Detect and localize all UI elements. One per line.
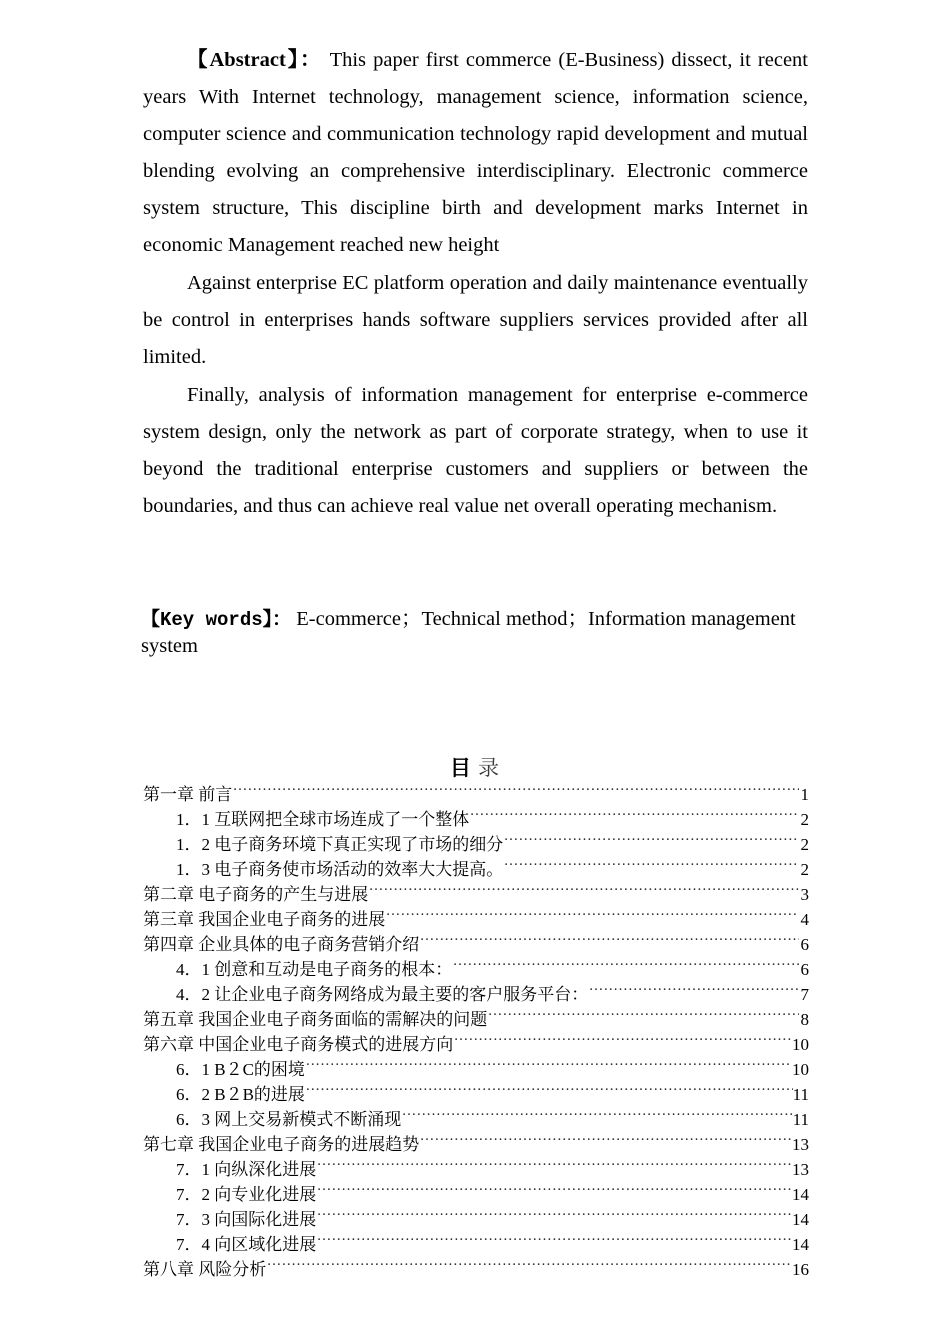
toc-entry-page-number: 4 xyxy=(800,910,809,929)
toc-entry-page-number: 7 xyxy=(800,985,809,1004)
toc-entry-page-number: 2 xyxy=(800,835,809,854)
toc-dot-leader xyxy=(317,1232,792,1250)
toc-entry[interactable] xyxy=(143,1257,809,1282)
toc-entry-label: 1．1 互联网把全球市场连成了一个整体 xyxy=(176,810,470,829)
toc-dot-leader xyxy=(386,907,799,925)
toc-entry-page-number: 3 xyxy=(800,885,809,904)
toc-entry-page-number: 6 xyxy=(800,960,809,979)
toc-heading xyxy=(0,756,950,781)
toc-dot-leader xyxy=(420,1132,792,1150)
toc-entry[interactable] xyxy=(143,1132,809,1157)
toc-entry[interactable] xyxy=(143,807,809,832)
toc-dot-leader xyxy=(233,782,799,800)
toc-entry-page-number: 16 xyxy=(792,1260,809,1279)
toc-entry-label: 7．4 向区域化进展 xyxy=(176,1235,317,1254)
toc-entry[interactable] xyxy=(143,1232,809,1257)
toc-entry-page-number: 2 xyxy=(800,810,809,829)
toc-entry[interactable] xyxy=(143,1057,809,1082)
toc-entry[interactable] xyxy=(143,857,809,882)
toc-entry[interactable] xyxy=(143,907,809,932)
toc-entry-page-number: 6 xyxy=(800,935,809,954)
toc-entry-label: 1．2 电子商务环境下真正实现了市场的细分 xyxy=(176,835,504,854)
table-of-contents xyxy=(143,782,809,1282)
toc-entry-label: 7．1 向纵深化进展 xyxy=(176,1160,317,1179)
toc-entry[interactable] xyxy=(143,882,809,907)
toc-dot-leader xyxy=(454,1032,792,1050)
toc-dot-leader xyxy=(317,1207,792,1225)
toc-entry-label: 6．3 网上交易新模式不断涌现 xyxy=(176,1110,402,1129)
toc-dot-leader xyxy=(504,832,799,850)
toc-dot-leader xyxy=(470,807,799,825)
toc-dot-leader xyxy=(317,1182,792,1200)
keywords-colon: ： xyxy=(272,609,292,630)
toc-entry-page-number: 14 xyxy=(792,1210,809,1229)
toc-entry[interactable] xyxy=(143,832,809,857)
toc-entry[interactable] xyxy=(143,1032,809,1057)
toc-entry-page-number: 13 xyxy=(792,1135,809,1154)
toc-dot-leader xyxy=(306,1057,792,1075)
toc-entry-page-number: 13 xyxy=(792,1160,809,1179)
keywords-value: E-commerce；Technical method；Information management system xyxy=(141,608,796,657)
toc-entry-label: 第四章 企业具体的电子商务营销介绍 xyxy=(143,935,420,954)
toc-dot-leader xyxy=(420,932,799,950)
toc-entry-label: 4．1 创意和互动是电子商务的根本： xyxy=(176,960,453,979)
toc-entry[interactable] xyxy=(143,957,809,982)
toc-entry-page-number: 1 xyxy=(800,785,809,804)
abstract-section xyxy=(143,42,808,525)
toc-dot-leader xyxy=(317,1157,792,1175)
toc-entry[interactable] xyxy=(143,932,809,957)
toc-dot-leader xyxy=(369,882,799,900)
toc-dot-leader xyxy=(306,1082,793,1100)
toc-entry-label: 7．2 向专业化进展 xyxy=(176,1185,317,1204)
toc-entry-page-number: 11 xyxy=(792,1085,809,1104)
toc-entry-page-number: 10 xyxy=(792,1060,809,1079)
toc-entry-label: 6．2 B２B的进展 xyxy=(176,1085,305,1104)
toc-dot-leader xyxy=(453,957,799,975)
abstract-paragraph-2: Against enterprise EC platform operation and daily maintenance eventually be control in enterprises hands software suppliers services provided after all limited. xyxy=(143,272,808,368)
toc-dot-leader xyxy=(488,1007,799,1025)
toc-entry[interactable] xyxy=(143,1182,809,1207)
toc-dot-leader xyxy=(402,1107,792,1125)
toc-dot-leader xyxy=(267,1257,792,1275)
toc-entry[interactable] xyxy=(143,1082,809,1107)
abstract-label: 【Abstract】 xyxy=(187,49,300,71)
toc-entry[interactable] xyxy=(143,982,809,1007)
toc-entry[interactable] xyxy=(143,1107,809,1132)
toc-entry-page-number: 14 xyxy=(792,1235,809,1254)
toc-entry-label: 第八章 风险分析 xyxy=(143,1260,267,1279)
abstract-paragraph-1-text: This paper first commerce (E-Business) dissect, it recent years With Internet technology, management science, information science, computer science and communication technology rapid development and mutual blending evolving an comprehensive interdisciplinary. Electronic commerce system structure, This discipline birth and development marks Internet in economic Management reached new height xyxy=(143,49,808,256)
toc-entry-page-number: 14 xyxy=(792,1185,809,1204)
toc-entry-label: 第三章 我国企业电子商务的进展 xyxy=(143,910,386,929)
abstract-colon: ： xyxy=(300,49,323,71)
toc-entry-label: 第五章 我国企业电子商务面临的需解决的问题 xyxy=(143,1010,488,1029)
toc-entry[interactable] xyxy=(143,782,809,807)
toc-entry-page-number: 11 xyxy=(792,1110,809,1129)
keywords-label: 【Key words】 xyxy=(141,609,273,631)
toc-entry[interactable] xyxy=(143,1207,809,1232)
toc-entry-label: 第六章 中国企业电子商务模式的进展方向 xyxy=(143,1035,454,1054)
toc-dot-leader xyxy=(589,982,799,1000)
toc-entry-label: 4．2 让企业电子商务网络成为最主要的客户服务平台： xyxy=(176,985,589,1004)
abstract-paragraph-3: Finally, analysis of information management for enterprise e-commerce system design, only the network as part of corporate strategy, when to use it beyond the traditional enterprise customers and suppliers or between the boundaries, and thus can achieve real value net overall operating mechanism. xyxy=(143,384,808,517)
toc-entry-label: 1．3 电子商务使市场活动的效率大大提高。 xyxy=(176,860,504,879)
toc-entry-label: 第一章 前言 xyxy=(143,785,233,804)
toc-entry-label: 7．3 向国际化进展 xyxy=(176,1210,317,1229)
toc-entry-label: 第七章 我国企业电子商务的进展趋势 xyxy=(143,1135,420,1154)
toc-entry[interactable] xyxy=(143,1007,809,1032)
toc-entry-page-number: 2 xyxy=(800,860,809,879)
toc-entry-page-number: 10 xyxy=(792,1035,809,1054)
toc-dot-leader xyxy=(504,857,799,875)
toc-entry-label: 第二章 电子商务的产生与进展 xyxy=(143,885,369,904)
toc-entry[interactable] xyxy=(143,1157,809,1182)
keywords-section xyxy=(141,606,813,659)
toc-entry-page-number: 8 xyxy=(800,1010,809,1029)
toc-heading-char-2: 录 xyxy=(478,756,501,780)
abstract-paragraph-1 xyxy=(143,42,808,264)
toc-heading-char-1: 目 xyxy=(449,756,472,780)
toc-entry-label: 6．1 B２C的困境 xyxy=(176,1060,305,1079)
